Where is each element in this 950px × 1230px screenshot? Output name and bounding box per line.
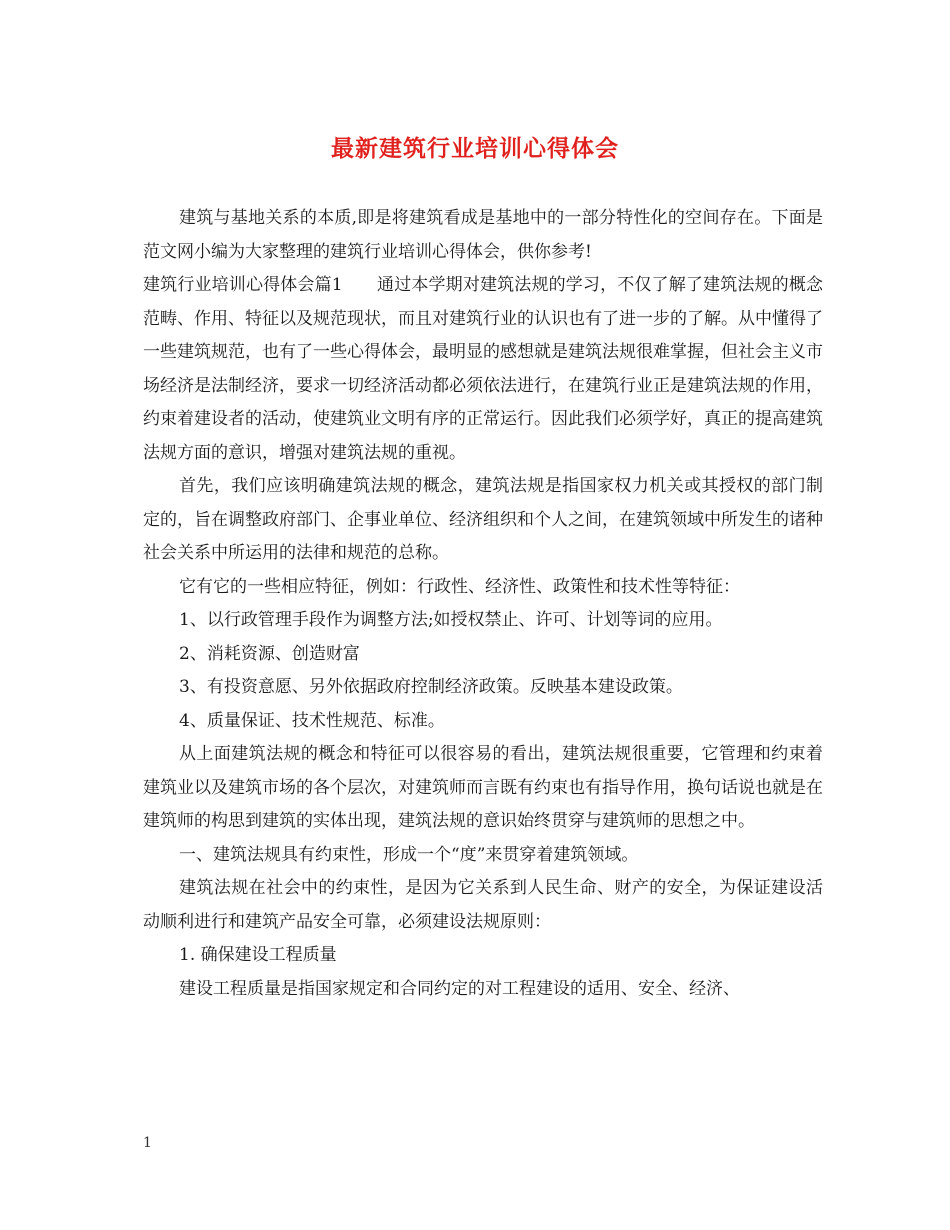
document-title: 最新建筑行业培训心得体会 <box>331 135 619 162</box>
paragraph-importance: 从上面建筑法规的概念和特征可以很容易的看出，建筑法规很重要，它管理和约束着建筑业以及建筑市场的各个层次，对建筑师而言既有约束也有指导作用，换句话说也就是在建筑师的构思到建筑的实体出现，建筑法规的意识始终贯穿与建筑师的思想之中。 <box>143 744 823 831</box>
paragraph-definition: 首先，我们应该明确建筑法规的概念，建筑法规是指国家权力机关或其授权的部门制定的，旨在调整政府部门、企事业单位、经济组织和个人之间，在建筑领域中所发生的诸种社会关系中所运用的法律和规范的总称。 <box>143 476 823 563</box>
paragraph-intro: 建筑与基地关系的本质,即是将建筑看成是基地中的一部分特性化的空间存在。下面是范文网小编为大家整理的建筑行业培训心得体会，供你参考! <box>143 208 823 262</box>
paragraph-constraint: 建筑法规在社会中的约束性，是因为它关系到人民生命、财产的安全，为保证建设活动顺利进行和建筑产品安全可靠，必须建设法规原则： <box>143 878 823 932</box>
list-item: 4、质量保证、技术性规范、标准。 <box>179 710 445 731</box>
paragraph-section-1: 建筑行业培训心得体会篇1 通过本学期对建筑法规的学习，不仅了解了建筑法规的概念范畴、作用、特征以及规范现状，而且对建筑行业的认识也有了进一步的了解。从中懂得了一些建筑规范，也有了一些心得体会，最明显的感想就是建筑法规很难掌握，但社会主义市场经济是法制经济，要求一切经济活动都必须依法进行，在建筑行业正是建筑法规的作用，约束着建设者的活动，使建筑业文明有序的正常运行。因此我们必须学好，真正的提高建筑法规方面的意识，增强对建筑法规的重视。 <box>143 275 823 463</box>
paragraph-features: 它有它的一些相应特征，例如：行政性、经济性、政策性和技术性等特征： <box>179 576 740 597</box>
list-item: 2、消耗资源、创造财富 <box>179 643 360 664</box>
paragraph-quality: 建设工程质量是指国家规定和合同约定的对工程建设的适用、安全、经济、 <box>179 978 740 999</box>
list-item: 3、有投资意愿、另外依据政府控制经济政策。反映基本建设政策。 <box>179 677 683 697</box>
list-item: 1、以行政管理手段作为调整方法;如授权禁止、许可、计划等词的应用。 <box>179 610 723 630</box>
page-number: 1 <box>143 1135 152 1151</box>
document-body <box>143 202 823 1006</box>
subsection-heading: 1. 确保建设工程质量 <box>179 945 337 965</box>
section-heading: 一、建筑法规具有约束性，形成一个“度”来贯穿着建筑领域。 <box>179 844 639 865</box>
